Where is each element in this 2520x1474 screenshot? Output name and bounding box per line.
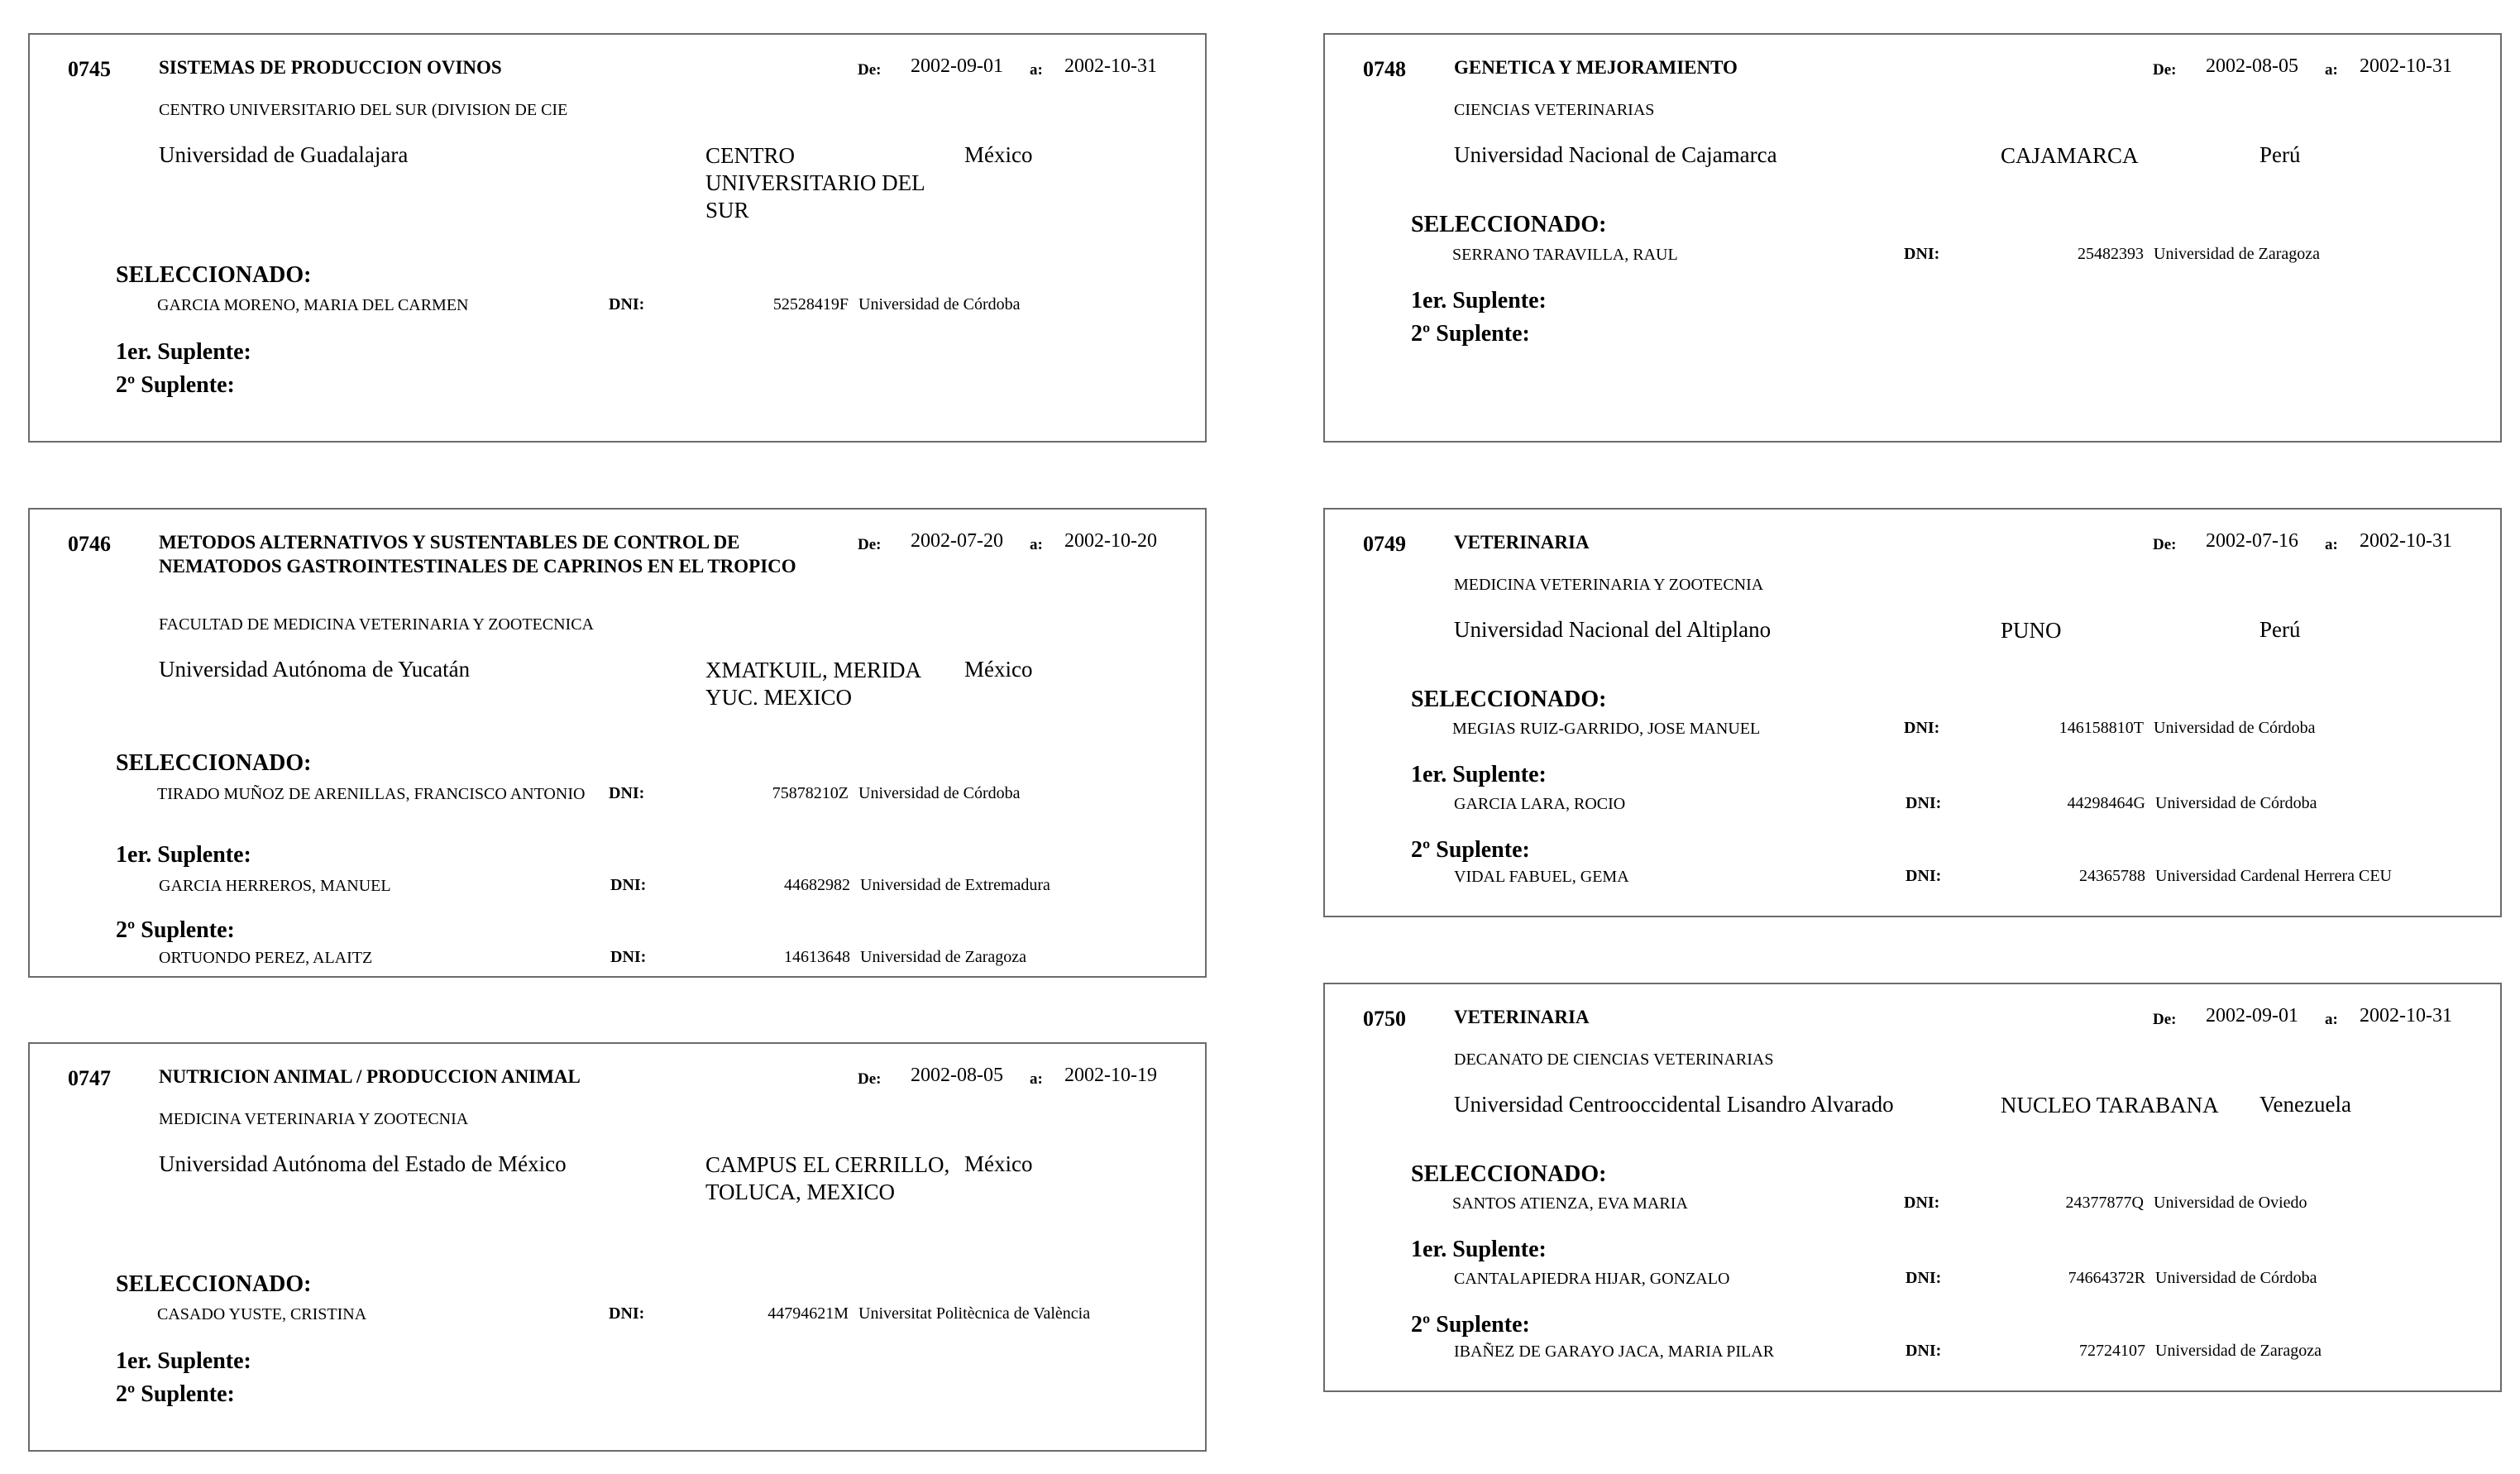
- faculty: FACULTAD DE MEDICINA VETERINARIA Y ZOOTECNICA: [159, 615, 594, 634]
- selected-label: SELECCIONADO:: [1411, 1161, 1607, 1187]
- dni-label: DNI:: [1904, 245, 1940, 263]
- dni-label: DNI:: [1904, 1194, 1940, 1212]
- selected-name: MEGIAS RUIZ-GARRIDO, JOSE MANUEL: [1452, 720, 1761, 738]
- selected-dni: 146158810T: [2059, 719, 2144, 737]
- alt2-name: VIDAL FABUEL, GEMA: [1454, 868, 1629, 886]
- selected-university: Universidad de Oviedo: [2154, 1194, 2307, 1212]
- alt1-name: CANTALAPIEDRA HIJAR, GONZALO: [1454, 1270, 1730, 1288]
- from-label: De:: [858, 61, 882, 79]
- selected-label: SELECCIONADO:: [1411, 212, 1607, 237]
- to-label: a:: [2325, 536, 2338, 553]
- host-city: CAMPUS EL CERRILLO, TOLUCA, MEXICO: [705, 1152, 950, 1204]
- dni-label: DNI:: [609, 1304, 645, 1323]
- record-title: VETERINARIA: [1454, 1007, 1590, 1027]
- record-card-0745: [28, 33, 1207, 443]
- record-code: 0750: [1363, 1007, 1406, 1031]
- selected-dni: 52528419F: [772, 295, 849, 313]
- host-city: PUNO: [2001, 618, 2062, 643]
- faculty: CENTRO UNIVERSITARIO DEL SUR (DIVISION DE CIE: [159, 101, 568, 119]
- start-date: 2002-08-05: [911, 1065, 1003, 1086]
- alt2-label: 2º Suplente:: [116, 372, 235, 398]
- host-university: Universidad Nacional de Cajamarca: [1454, 142, 1777, 167]
- start-date: 2002-08-05: [2206, 55, 2298, 77]
- host-university: Universidad de Guadalajara: [159, 142, 409, 167]
- dni-label: DNI:: [609, 784, 645, 802]
- from-label: De:: [858, 536, 882, 553]
- host-city: CAJAMARCA: [2001, 143, 2139, 168]
- alt1-university: Universidad de Extremadura: [860, 876, 1050, 894]
- host-university: Universidad Nacional del Altiplano: [1454, 617, 1772, 642]
- record-title: SISTEMAS DE PRODUCCION OVINOS: [159, 57, 502, 78]
- selected-university: Universidad de Córdoba: [2154, 719, 2316, 737]
- selected-name: TIRADO MUÑOZ DE ARENILLAS, FRANCISCO ANTONIO: [157, 785, 586, 803]
- dni-label: DNI:: [1906, 867, 1942, 885]
- record-code: 0747: [68, 1066, 111, 1090]
- dni-label: DNI:: [1906, 1342, 1942, 1360]
- selected-label: SELECCIONADO:: [116, 750, 312, 776]
- dni-label: DNI:: [1906, 1269, 1942, 1287]
- end-date: 2002-10-31: [2360, 1005, 2452, 1027]
- alt2-name: IBAÑEZ DE GARAYO JACA, MARIA PILAR: [1454, 1342, 1775, 1361]
- selected-name: SERRANO TARAVILLA, RAUL: [1452, 246, 1678, 264]
- host-city: CENTRO UNIVERSITARIO DEL SUR: [705, 143, 925, 223]
- end-date: 2002-10-20: [1064, 530, 1157, 552]
- selected-dni: 75878210Z: [772, 784, 849, 802]
- record-code: 0749: [1363, 532, 1406, 556]
- alt2-university: Universidad de Zaragoza: [860, 948, 1027, 966]
- alt2-dni: 14613648: [784, 948, 850, 966]
- selected-name: GARCIA MORENO, MARIA DEL CARMEN: [157, 296, 469, 314]
- dni-label: DNI:: [609, 295, 645, 313]
- alt1-label: 1er. Suplente:: [116, 339, 251, 365]
- alt1-university: Universidad de Córdoba: [2155, 1269, 2317, 1287]
- faculty: CIENCIAS VETERINARIAS: [1454, 101, 1655, 119]
- host-country: Perú: [2259, 617, 2301, 642]
- selected-name: SANTOS ATIENZA, EVA MARIA: [1452, 1194, 1688, 1213]
- selected-name: CASADO YUSTE, CRISTINA: [157, 1305, 367, 1323]
- record-code: 0745: [68, 57, 111, 81]
- alt1-label: 1er. Suplente:: [1411, 1237, 1547, 1262]
- host-country: México: [964, 142, 1033, 167]
- selected-label: SELECCIONADO:: [116, 262, 312, 288]
- selected-dni: 25482393: [2078, 245, 2144, 263]
- alt2-label: 2º Suplente:: [116, 917, 235, 943]
- host-country: Perú: [2259, 142, 2301, 167]
- to-label: a:: [1030, 1070, 1043, 1088]
- record-card-0749: [1323, 508, 2502, 917]
- end-date: 2002-10-31: [1064, 55, 1157, 77]
- selected-university: Universidad de Zaragoza: [2154, 245, 2321, 263]
- to-label: a:: [1030, 61, 1043, 79]
- dni-label: DNI:: [1904, 719, 1940, 737]
- selected-university: Universidad de Córdoba: [858, 784, 1021, 802]
- alt2-label: 2º Suplente:: [116, 1381, 235, 1407]
- alt2-label: 2º Suplente:: [1411, 1312, 1530, 1338]
- selected-dni: 24377877Q: [2065, 1194, 2144, 1212]
- end-date: 2002-10-31: [2360, 55, 2452, 77]
- alt1-label: 1er. Suplente:: [116, 1348, 251, 1374]
- dni-label: DNI:: [1906, 794, 1942, 812]
- dni-label: DNI:: [610, 948, 647, 966]
- host-university: Universidad Centrooccidental Lisandro Alvarado: [1454, 1092, 1894, 1117]
- host-country: México: [964, 1151, 1033, 1176]
- from-label: De:: [858, 1070, 882, 1088]
- host-university: Universidad Autónoma de Yucatán: [159, 657, 471, 682]
- host-country: México: [964, 657, 1033, 682]
- start-date: 2002-09-01: [911, 55, 1003, 77]
- from-label: De:: [2153, 1011, 2177, 1028]
- record-code: 0746: [68, 532, 111, 556]
- start-date: 2002-07-16: [2206, 530, 2298, 552]
- alt2-university: Universidad Cardenal Herrera CEU: [2155, 867, 2392, 885]
- to-label: a:: [2325, 61, 2338, 79]
- host-country: Venezuela: [2259, 1092, 2351, 1117]
- selected-label: SELECCIONADO:: [1411, 687, 1607, 712]
- alt1-label: 1er. Suplente:: [1411, 288, 1547, 313]
- to-label: a:: [1030, 536, 1043, 553]
- alt1-dni: 44298464G: [2067, 794, 2145, 812]
- alt1-label: 1er. Suplente:: [1411, 762, 1547, 787]
- alt1-name: GARCIA LARA, ROCIO: [1454, 795, 1626, 813]
- start-date: 2002-07-20: [911, 530, 1003, 552]
- record-title: GENETICA Y MEJORAMIENTO: [1454, 57, 1738, 78]
- from-label: De:: [2153, 61, 2177, 79]
- record-title: VETERINARIA: [1454, 532, 1590, 553]
- alt2-label: 2º Suplente:: [1411, 321, 1530, 347]
- alt2-label: 2º Suplente:: [1411, 837, 1530, 863]
- host-city: XMATKUIL, MERIDA YUC. MEXICO: [705, 658, 920, 710]
- selected-dni: 44794621M: [767, 1304, 849, 1323]
- alt1-label: 1er. Suplente:: [116, 842, 251, 868]
- record-title: NUTRICION ANIMAL / PRODUCCION ANIMAL: [159, 1066, 581, 1087]
- alt2-dni: 24365788: [2079, 867, 2145, 885]
- record-code: 0748: [1363, 57, 1406, 81]
- faculty: DECANATO DE CIENCIAS VETERINARIAS: [1454, 1050, 1774, 1069]
- record-title: METODOS ALTERNATIVOS Y SUSTENTABLES DE CONTROL DE NEMATODOS GASTROINTESTINALES DE CAPRINOS EN EL TROPICO: [159, 532, 796, 577]
- alt2-dni: 72724107: [2079, 1342, 2145, 1360]
- from-label: De:: [2153, 536, 2177, 553]
- record-card-0748: [1323, 33, 2502, 443]
- record-card-0746: [28, 508, 1207, 978]
- alt2-university: Universidad de Zaragoza: [2155, 1342, 2322, 1360]
- alt1-name: GARCIA HERREROS, MANUEL: [159, 877, 391, 895]
- host-city: NUCLEO TARABANA: [2001, 1093, 2219, 1117]
- start-date: 2002-09-01: [2206, 1005, 2298, 1027]
- selected-university: Universidad de Córdoba: [858, 295, 1021, 313]
- record-card-0747: [28, 1042, 1207, 1452]
- alt1-university: Universidad de Córdoba: [2155, 794, 2317, 812]
- end-date: 2002-10-19: [1064, 1065, 1157, 1086]
- selected-label: SELECCIONADO:: [116, 1271, 312, 1297]
- dni-label: DNI:: [610, 876, 647, 894]
- faculty: MEDICINA VETERINARIA Y ZOOTECNIA: [159, 1110, 469, 1128]
- alt2-name: ORTUONDO PEREZ, ALAITZ: [159, 949, 373, 967]
- end-date: 2002-10-31: [2360, 530, 2452, 552]
- host-university: Universidad Autónoma del Estado de México: [159, 1151, 567, 1176]
- selected-university: Universitat Politècnica de València: [858, 1304, 1091, 1323]
- faculty: MEDICINA VETERINARIA Y ZOOTECNIA: [1454, 576, 1764, 594]
- alt1-dni: 74664372R: [2068, 1269, 2145, 1287]
- alt1-dni: 44682982: [784, 876, 850, 894]
- to-label: a:: [2325, 1011, 2338, 1028]
- record-card-0750: [1323, 983, 2502, 1392]
